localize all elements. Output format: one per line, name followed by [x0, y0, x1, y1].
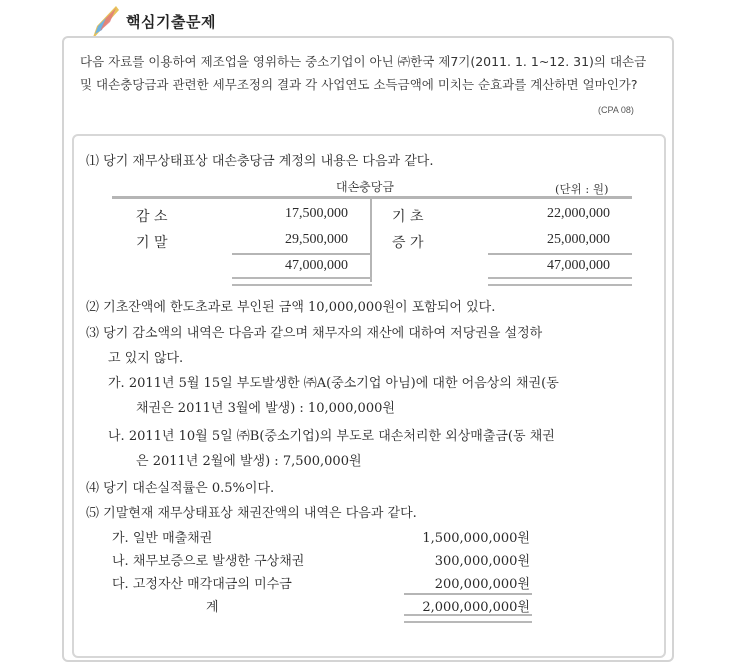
debit-label: 기 말 — [136, 235, 168, 251]
item-3-ga: 가. 2011년 5월 15일 부도발생한 ㈜A(중소기업 아님)에 대한 어음상의 채권(동 — [108, 376, 559, 391]
section-title: 핵심기출문제 — [126, 13, 216, 31]
receivable-amount: 200,000,000원 — [434, 577, 530, 592]
debit-double-underline — [232, 277, 372, 286]
item-1: ⑴ 당기 재무상태표상 대손충당금 계정의 내용은 다음과 같다. — [86, 154, 434, 169]
t-account-center-line — [370, 198, 372, 282]
item-2: ⑵ 기초잔액에 한도초과로 부인된 금액 10,000,000원이 포함되어 있다. — [86, 300, 496, 315]
debit-amount: 17,500,000 — [285, 206, 348, 221]
item-3-na: 나. 2011년 10월 5일 ㈜B(중소기업)의 부도로 대손처리한 외상매출금(동 채권 — [108, 429, 555, 444]
receivable-label: 나. 채무보증으로 발생한 구상채권 — [112, 554, 305, 569]
item-5: ⑸ 기말현재 재무상태표상 채권잔액의 내역은 다음과 같다. — [86, 506, 417, 521]
debit-total: 47,000,000 — [285, 258, 348, 273]
credit-label: 증 가 — [392, 235, 424, 251]
credit-amount: 25,000,000 — [547, 232, 610, 247]
receivable-label: 가. 일반 매출채권 — [112, 531, 213, 546]
item-4: ⑷ 당기 대손실적률은 0.5%이다. — [86, 481, 275, 496]
question-text: 다음 자료를 이용하여 제조업을 영위하는 중소기업이 아닌 ㈜한국 제7기(2011. 1. 1~12. 31)의 대손금 및 대손충당금과 관련한 세무조정의 결과 각 사업연도 소득금액에 미치는 순효과를 계산하면 얼마인가? — [80, 54, 647, 92]
credit-label: 기 초 — [392, 209, 424, 225]
receivable-double-underline — [404, 614, 532, 623]
item-3: ⑶ 당기 감소액의 내역은 다음과 같으며 채무자의 재산에 대하여 저당권을 설정하 — [86, 326, 543, 341]
credit-total: 47,000,000 — [547, 258, 610, 273]
unit-label: (단위 : 원) — [555, 182, 609, 196]
receivable-total-label: 계 — [206, 600, 219, 615]
item-3-ga-cont: 채권은 2011년 3월에 발생) : 10,000,000원 — [136, 401, 395, 416]
receivable-amount: 1,500,000,000원 — [422, 531, 530, 546]
debit-subtotal-line — [232, 253, 372, 255]
credit-subtotal-line — [488, 253, 632, 255]
question-source: (CPA 08) — [598, 105, 634, 115]
item-3-na-cont: 은 2011년 2월에 발생) : 7,500,000원 — [136, 454, 362, 469]
item-3-cont: 고 있지 않다. — [108, 351, 184, 366]
receivable-label: 다. 고정자산 매각대금의 미수금 — [112, 577, 292, 592]
receivable-subtotal-line — [404, 593, 532, 595]
t-account-top-line — [112, 196, 632, 199]
account-title: 대손충당금 — [336, 180, 394, 194]
receivable-amount: 300,000,000원 — [434, 554, 530, 569]
receivable-total: 2,000,000,000원 — [422, 600, 530, 615]
debit-amount: 29,500,000 — [285, 232, 348, 247]
credit-double-underline — [488, 277, 632, 286]
debit-label: 감 소 — [136, 209, 168, 225]
credit-amount: 22,000,000 — [547, 206, 610, 221]
